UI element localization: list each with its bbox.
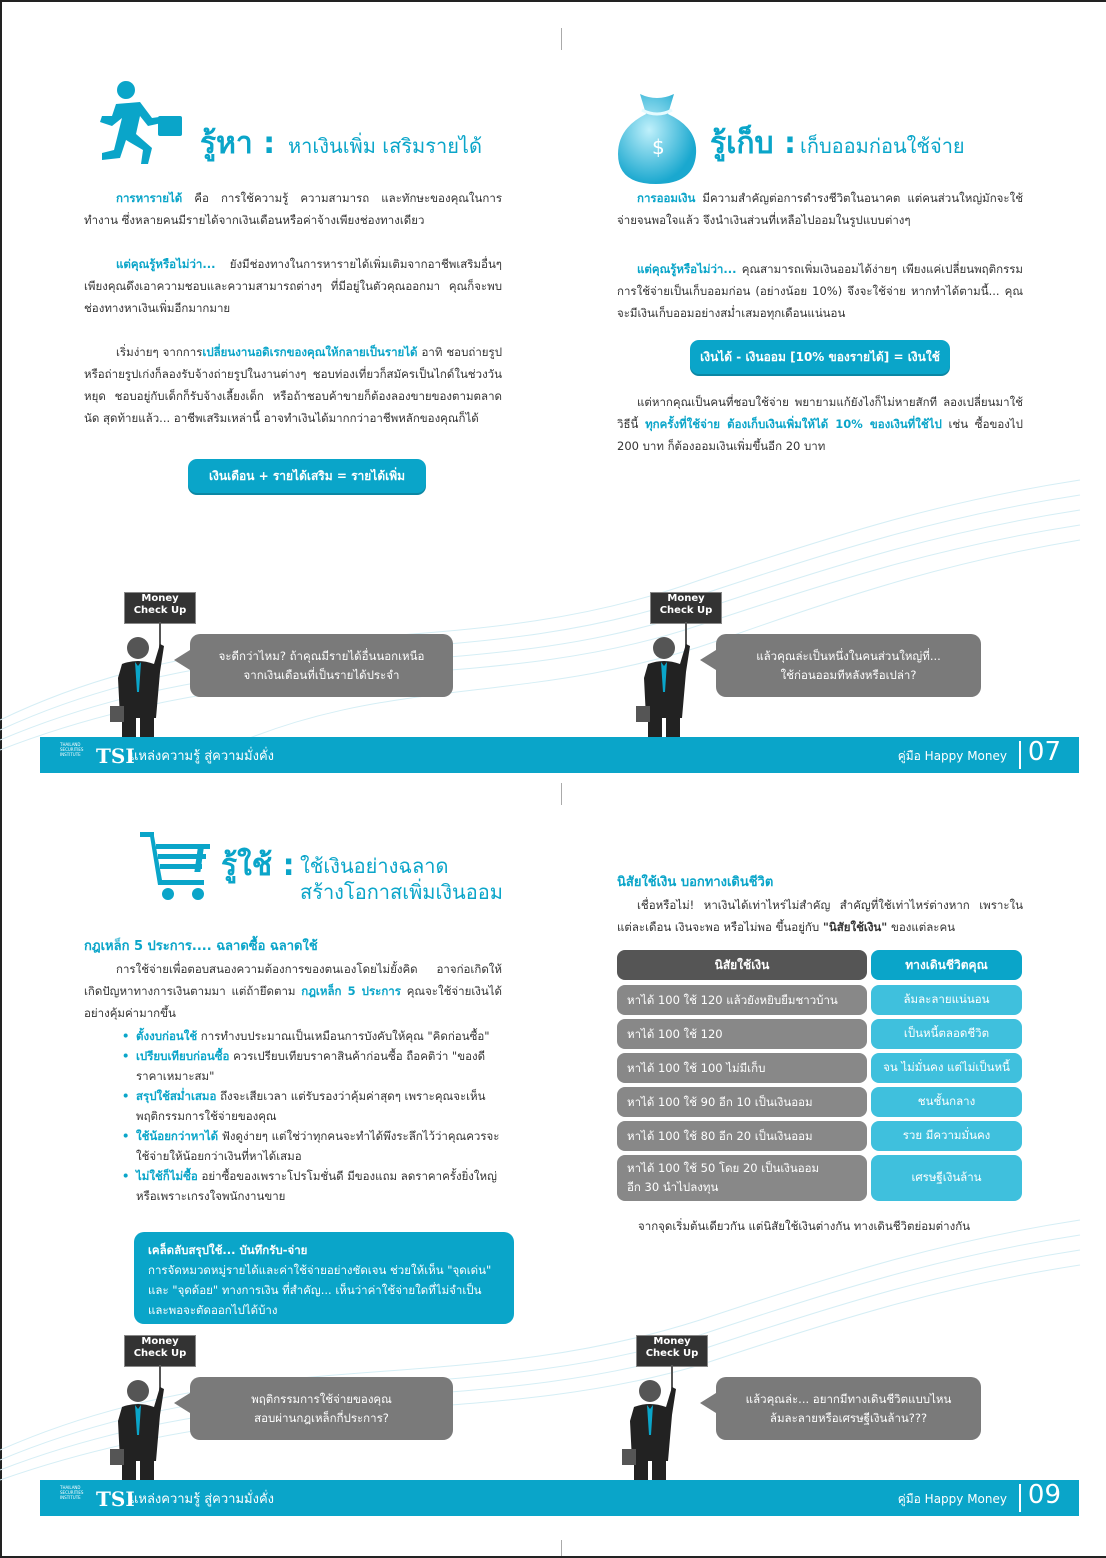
bullet-title: เปรียบเทียบก่อนซื้อ [136,1049,230,1063]
page-subtitle: หาเงินเพิ่ม เสริมรายได้ [288,134,482,158]
bullet-text: อย่าซื้อของเพราะโปรโมชั่นดี มีของแถม ลดราคาครั้งยิ่งใหญ่ หรือเพราะเกรงใจพนักงานขาย [136,1169,497,1203]
highlight-text: แต่คุณรู้หรือไม่ว่า... [637,262,737,276]
shopping-cart-icon [140,832,212,902]
table-row-path: รวย มีความมั่นคง [871,1121,1022,1151]
bubble-tail [700,1393,716,1413]
section-heading: กฎเหล็ก 5 ประการ.... ฉลาดซื้อ ฉลาดใช้ [84,939,318,954]
list-item [122,1046,502,1086]
footer-guide: คู่มือ Happy Money [897,1492,1007,1506]
formula-pill: เงินได้ - เงินออม [10% ของรายได้] = เงินใช้ [690,340,950,374]
highlight-text: "นิสัยใช้เงิน" [822,920,888,934]
body-text: เช่น ซื้อของไป 200 บาท ก็ต้องออมเงินเพิ่มขึ้นอีก 20 บาท [617,417,1023,453]
frame-top [0,0,1106,2]
speech-bubble: จะดีกว่าไหม? ถ้าคุณมีรายได้อื่นนอกเหนือ จากเงินเดือนที่เป็นรายได้ประจำ [190,634,453,697]
businessman-icon [108,1365,188,1483]
highlight-text: แต่คุณรู้หรือไม่ว่า... [116,257,216,271]
page-number: 09 [1027,1480,1061,1510]
body-text: คุณสามารถเพิ่มเงินออมได้ง่ายๆ เพียงแค่เปลี่ยนพฤติกรรมการใช้จ่ายเป็นเก็บออมก่อน (อย่างน้อย 10%) จึงจะใช้จ่าย หากทำได้ตามนี้... คุณจะมีเงินเก็บออมอย่างสม่ำเสมอทุกเดือนแน่นอน [617,262,1023,320]
body-text: เชื่อหรือไม่! หาเงินได้เท่าไหร่ไม่สำคัญ สำคัญที่ใช้เท่าไหร่ต่างหาก เพราะในแต่ละเดือน เงินจะพอ หรือไม่พอ ขึ้นอยู่กับ [617,898,1023,934]
body-text: ของแต่ละคน [887,920,955,934]
footer-slogan: แหล่งความรู้ สู่ความมั่งคั่ง [130,749,275,764]
formula-pill: เงินเดือน + รายได้เสริม = รายได้เพิ่ม [188,459,426,493]
table-header-path: ทางเดินชีวิตคุณ [871,950,1022,980]
page-title: รู้เก็บ : [710,126,797,161]
bullet-title: ตั้งงบก่อนใช้ [136,1029,198,1043]
list-item [122,1126,502,1166]
body-text: คือ การใช้ความรู้ ความสามารถ และทักษะของคุณในการทำงาน ซึ่งหลายคนมีรายได้จากเงินเดือนหรือค่าจ้างเพียงช่องทางเดียว [84,191,502,227]
tsi-logo-small: THAILAND SECURITIES INSTITUTE [60,742,84,757]
tip-heading: เคล็ดลับสรุปใช้... บันทึกรับ-จ่าย [148,1243,308,1257]
table-row-path: จน ไม่มั่นคง แต่ไม่เป็นหนี้ [871,1053,1022,1083]
highlight-text: การออมเงิน [637,191,696,205]
bubble-tail [700,650,716,670]
table-row-habit: หาได้ 100 ใช้ 120 [617,1019,867,1049]
highlight-text: เปลี่ยนงานอดิเรกของคุณให้กลายเป็นรายได้ [202,345,418,359]
table-row-path: ชนชั้นกลาง [871,1087,1022,1117]
money-checkup-badge: Money Check Up [124,592,196,624]
highlight-text: กฎเหล็ก 5 ประการ [301,984,401,998]
table-row-habit: หาได้ 100 ใช้ 100 ไม่มีเก็บ [617,1053,867,1083]
money-bag-icon [612,88,702,188]
body-text: เริ่มง่ายๆ จากการ [116,345,203,359]
list-item [122,1086,502,1126]
bullet-title: สรุปใช้สม่ำเสมอ [136,1089,217,1103]
speech-bubble: แล้วคุณล่ะ... อยากมีทางเดินชีวิตแบบไหน ล้มละลายหรือเศรษฐีเงินล้าน??? [716,1377,981,1440]
tip-box [134,1232,514,1324]
table-row-path: ล้มละลายแน่นอน [871,985,1022,1015]
speech-bubble: แล้วคุณล่ะเป็นหนึ่งในคนส่วนใหญ่ที่... ใช้ก่อนออมทีหลังหรือเปล่า? [716,634,981,697]
paragraph [617,391,1023,457]
paragraph [84,187,502,231]
bubble-tail [174,1393,190,1413]
table-row-habit: หาได้ 100 ใช้ 80 อีก 20 เป็นเงินออม [617,1121,867,1151]
body-text: อาทิ ชอบถ่ายรูป หรือถ่ายรูปเก่งก็ลองรับจ้างถ่ายรูปในงานต่างๆ ชอบท่องเที่ยวก็สมัครเป็นไกด์ในช่วงวันหยุด ชอบอยู่กับเด็กก็รับจ้างเลี้ยงเด็ก หรือถ้าชอบค้าขายก็ต้องลองขายของตามตลาดนัด สุดท้ายแล้ว... อาชีพเสริมเหล่านี้ อาจทำเงินได้มากกว่าอาชีพหลักของคุณก็ได้ [84,345,503,425]
bullet-text: ถึงจะเสียเวลา แต่รับรองว่าคุ้มค่าสุดๆ เพราะคุณจะเห็นพฤติกรรมการใช้จ่ายของคุณ [136,1089,486,1123]
businessman-icon [620,1365,700,1483]
bullet-text: ฟังดูง่ายๆ แต่ใช่ว่าทุกคนจะทำได้พึงระลึกไว้ว่าคุณควรจะใช้จ่ายให้น้อยกว่าเงินที่หาได้เสมอ [136,1129,500,1163]
table-row-habit: หาได้ 100 ใช้ 90 อีก 10 เป็นเงินออม [617,1087,867,1117]
page-title: รู้ใช้ : [221,848,295,883]
paragraph [617,187,1023,231]
speech-bubble: พฤติกรรมการใช้จ่ายของคุณ สอบผ่านกฎเหล็กกี่ประการ? [190,1377,453,1440]
footer-slogan: แหล่งความรู้ สู่ความมั่งคั่ง [130,1492,275,1507]
footer-guide: คู่มือ Happy Money [897,749,1007,763]
bubble-tail [174,650,190,670]
page-subtitle: ใช้เงินอย่างฉลาด [300,854,449,878]
page-title: รู้หา : [200,126,276,161]
body-text: ยังมีช่องทางในการหารายได้เพิ่มเติมจากอาชีพเสริมอื่นๆ เพียงคุณดึงเอาความชอบและความสามารถต่างๆ ที่มีอยู่ในตัวคุณออกมา คุณก็จะพบช่องทางหาเงินเพิ่มอีกมากมาย [84,257,502,315]
footer-divider [1019,741,1021,769]
page-number: 07 [1027,737,1061,767]
money-checkup-badge: Money Check Up [124,1335,196,1367]
svg-text:$: $ [652,135,665,159]
businessman-icon [108,622,188,740]
paragraph [84,253,502,319]
highlight-text: การหารายได้ [116,191,183,205]
paragraph: จากจุดเริ่มต้นเดียวกัน แต่นิสัยใช้เงินต่างกัน ทางเดินชีวิตย่อมต่างกัน [638,1219,971,1233]
section-heading: นิสัยใช้เงิน บอกทางเดินชีวิต [617,875,774,890]
body-text: แต่หากคุณเป็นคนที่ชอบใช้จ่าย พยายามแก้ยังไงก็ไม่หายสักที ลองเปลี่ยนมาใช้วิธีนี้ [617,395,1023,431]
tip-text: การจัดหมวดหมู่รายได้และค่าใช้จ่ายอย่างชัดเจน ช่วยให้เห็น "จุดเด่น" และ "จุดด้อย" ทางการเงิน ที่สำคัญ... เห็นว่าค่าใช้จ่ายใดที่ไม่จำเป็น และพอจะตัดออกไปได้บ้าง [148,1263,492,1317]
bullet-text: การทำงบประมาณเป็นเหมือนการบังคับให้คุณ "คิดก่อนซื้อ" [197,1029,490,1043]
list-item [122,1166,502,1206]
tsi-logo: TSI [96,744,135,768]
body-text: คุณจะใช้จ่ายเงินได้อย่างคุ้มค่ามากขึ้น [84,984,502,1020]
table-row-habit: หาได้ 100 ใช้ 120 แล้วยังหยิบยืมชาวบ้าน [617,985,867,1015]
paragraph [617,894,1023,938]
paragraph [84,341,502,429]
table-row-path: เศรษฐีเงินล้าน [871,1155,1022,1201]
body-text: การใช้จ่ายเพื่อตอบสนองความต้องการของตนเองโดยไม่ยั้งคิด อาจก่อเกิดให้เกิดปัญหาทางการเงินตามมา แต่ถ้ายึดตาม [84,962,502,998]
footer-bar [40,1480,1079,1516]
fold-mark [561,28,562,50]
rules-list [122,1026,502,1206]
highlight-text: ทุกครั้งที่ใช้จ่าย ต้องเก็บเงินเพิ่มให้ได้ 10% ของเงินที่ใช้ไป [645,417,942,431]
table-row-habit: หาได้ 100 ใช้ 50 โดย 20 เป็นเงินออม อีก 30 นำไปลงทุน [617,1155,867,1201]
fold-mark [561,783,562,805]
list-item [122,1026,502,1046]
tsi-logo-small: THAILAND SECURITIES INSTITUTE [60,1485,84,1500]
body-text: มีความสำคัญต่อการดำรงชีวิตในอนาคต แต่คนส่วนใหญ่มักจะใช้จ่ายจนพอใจแล้ว จึงนำเงินส่วนที่เหลือไปออมในรูปแบบต่างๆ [617,191,1023,227]
paragraph [617,258,1023,324]
money-checkup-badge: Money Check Up [650,592,722,624]
bullet-title: ไม่ใช้ก็ไม่ซื้อ [136,1169,198,1183]
bullet-title: ใช้น้อยกว่าหาได้ [136,1129,219,1143]
money-checkup-badge: Money Check Up [636,1335,708,1367]
paragraph [84,958,502,1024]
running-man-icon [96,78,188,168]
footer-bar [40,737,1079,773]
businessman-icon [634,622,714,740]
footer-divider [1019,1484,1021,1512]
tsi-logo: TSI [96,1487,135,1511]
table-header-habit: นิสัยใช้เงิน [617,950,867,980]
table-row-path: เป็นหนี้ตลอดชีวิต [871,1019,1022,1049]
page-subtitle: สร้างโอกาสเพิ่มเงินออม [300,880,503,904]
bullet-text: ควรเปรียบเทียบราคาสินค้าก่อนซื้อ ถือคติว่า "ของดี ราคาเหมาะสม" [136,1049,486,1083]
page-subtitle: เก็บออมก่อนใช้จ่าย [800,134,965,158]
fold-mark [561,1540,562,1556]
